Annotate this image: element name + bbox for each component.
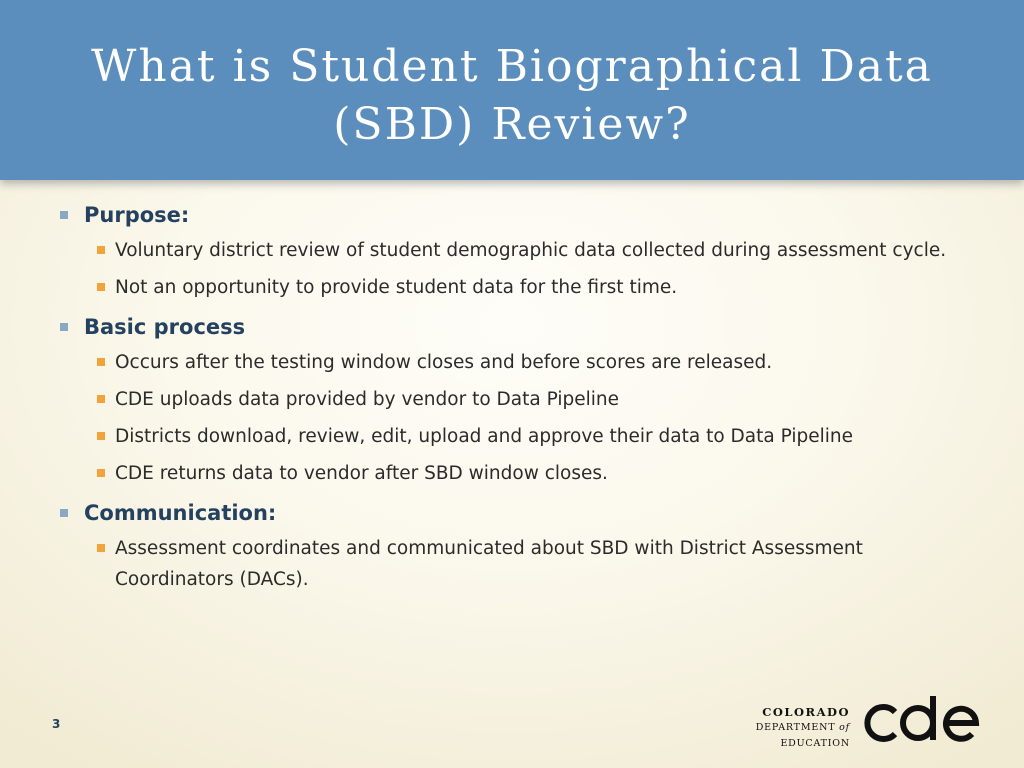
section-heading-label: Communication: <box>84 501 277 525</box>
bullet-item <box>58 272 958 303</box>
bullet-text: Not an opportunity to provide student data for the first time. <box>115 277 678 298</box>
logo-wordmark <box>690 704 850 752</box>
section-heading-label: Basic process <box>84 315 246 339</box>
bullet-item <box>58 235 958 266</box>
page-number: 3 <box>52 717 61 731</box>
bullet-text: Assessment coordinates and communicated about SBD with District Assessment Coordinators (DACs). <box>115 538 863 590</box>
square-bullet-icon <box>97 395 105 403</box>
bullet-text: Occurs after the testing window closes and before scores are released. <box>115 352 773 373</box>
slide-title <box>0 38 1024 154</box>
cde-mark-icon <box>858 692 986 752</box>
square-bullet-icon <box>97 246 105 254</box>
square-bullet-icon <box>60 509 68 517</box>
bullet-item <box>58 458 958 489</box>
cde-logo <box>690 692 990 752</box>
section-heading-purpose <box>58 201 958 229</box>
title-band <box>0 0 1024 180</box>
bullet-text: Districts download, review, edit, upload and approve their data to Data Pipeline <box>115 426 853 447</box>
logo-line-colorado: COLORADO <box>762 705 850 719</box>
section-heading-communication <box>58 499 958 527</box>
square-bullet-icon <box>97 432 105 440</box>
square-bullet-icon <box>97 469 105 477</box>
logo-text-department: DEPARTMENT <box>755 722 840 733</box>
bullet-item <box>58 384 958 415</box>
slide-title-line-1: What is Student Biographical Data <box>91 41 933 92</box>
bullet-item <box>58 421 958 452</box>
square-bullet-icon <box>97 358 105 366</box>
square-bullet-icon <box>60 211 68 219</box>
bullet-text: Voluntary district review of student demographic data collected during assessment cycle. <box>115 240 947 261</box>
bullet-item <box>58 347 958 378</box>
logo-line-department <box>690 720 850 752</box>
section-heading-label: Purpose: <box>84 203 190 227</box>
section-heading-basic-process <box>58 313 958 341</box>
slide-title-line-2: (SBD) Review? <box>333 99 691 150</box>
logo-text-of: of <box>839 722 850 733</box>
bullet-text: CDE returns data to vendor after SBD window closes. <box>115 463 608 484</box>
bullet-content <box>58 198 958 601</box>
square-bullet-icon <box>97 544 105 552</box>
square-bullet-icon <box>60 323 68 331</box>
logo-text-education: EDUCATION <box>780 738 850 749</box>
bullet-item <box>58 533 958 595</box>
square-bullet-icon <box>97 283 105 291</box>
bullet-text: CDE uploads data provided by vendor to Data Pipeline <box>115 389 619 410</box>
